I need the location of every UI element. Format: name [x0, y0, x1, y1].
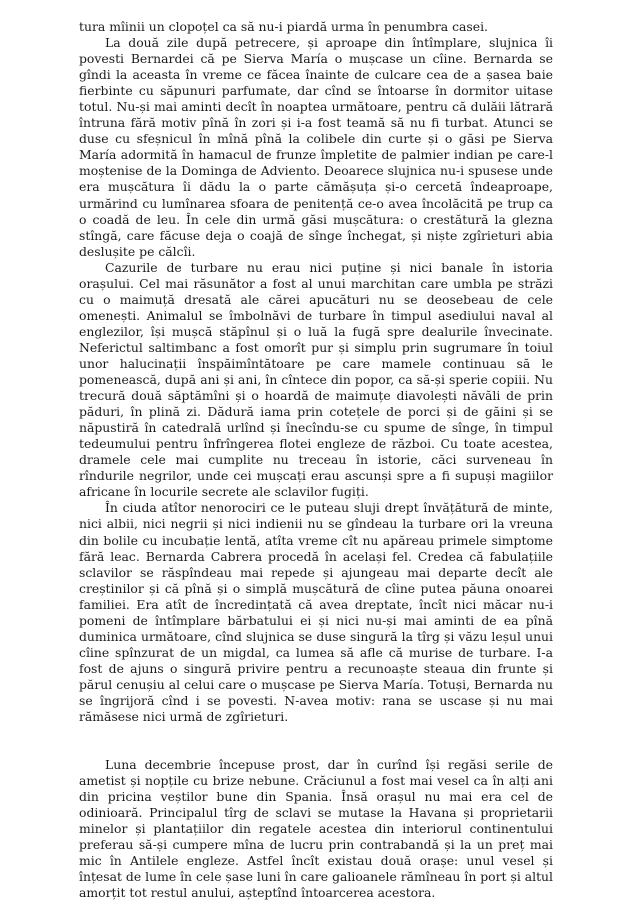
paragraph-bernarda: În ciuda atîtor nenorociri ce le puteau sluji drept învățătură de minte, nici albii, nici negrii și nici indienii nu se gîndeau la turbare ori la vreuna din bolile cu incubație lentă, atîta vreme cît nu apăreau primele simptome fără leac. Bernarda Cabrera procedă în același fel. Credea că fabulațiile sclavilor se răspîndeau mai repede și ajungeau mai departe decît ale creștinilor și că pînă și o simplă mușcătură de cîine putea păuna onoarei familiei. Era atît de încredințată că avea dreptate, încît nici măcar nu-i pomeni de întîmplare bărbatului ei și nici nu-și mai aminti de ea pînă duminica următoare, cînd slujnica se duse singură la tîrg și văzu leșul unui cîine spînzurat de un migdal, ca lumea să afle că murise de turbare. I-a fost de ajuns o singură privire pentru a recunoaște steaua din frunte și părul cenușiu al celui care o mușcase pe Sierva María. Totuși, Bernarda nu se îngrijoră cînd i se povesti. N-avea motiv: rana se uscase și nu mai rămăsese nici urmă de zgîrieturi.: [79, 500, 553, 725]
book-page: [79, 19, 553, 901]
paragraph-rabies-history: Cazurile de turbare nu erau nici puține și nici banale în istoria orașului. Cel mai răsunător a fost al unui marchitan care umbla pe străzi cu o maimuță dresată ale cărei apucături nu se deosebeau de cele omenești. Animalul se îmbolnăvi de turbare în timpul asediului naval al englezilor, își mușcă stăpînul și o luă la fugă spre dealurile învecinate. Neferictul saltimbanc a fost omorît pur și simplu prin sugrumare în toiul unor halucinații înspăimîntătoare pe care mamele continuau să le pomenească, după ani și ani, în cîntece din popor, ca să-și sperie copiii. Nu trecură două săptămîni și o hoardă de maimuțe diavolești năvăli de prin păduri, în plină zi. Dădură iama prin cotețele de porci și de găini și se năpustiră în catedrală urlînd și înecîndu-se cu spume de sînge, în timpul tedeumului pentru înfrîngerea flotei engleze de război. Cu toate acestea, dramele cele mai cumplite nu treceau în istorie, căci surveneau în rîndurile negrilor, unde cei mușcați erau ascunși spre a fi supuși magiilor africane în locurile secrete ale sclavilor fugiți.: [79, 259, 553, 500]
paragraph-continuation: tura mîinii un clopoțel ca să nu-i piardă urma în penumbra casei.: [79, 19, 488, 34]
section-break: [79, 725, 553, 757]
paragraph-bite: La două zile după petrecere, și aproape din întîmplare, slujnica îi povesti Bernardei că pe Sierva María o mușcase un cîine. Bernarda se gîndi la aceasta în vreme ce făcea înainte de culcare cea de a șasea baie fierbinte cu săpunuri parfumate, dar cînd se întoarse în dormitor uitase totul. Nu-și mai aminti decît în noaptea următoare, pentru că dulăii lătrară întruna fără motiv pînă în zori și i-a fost teamă să nu fi turbat. Atunci se duse cu sfeșnicul în mînă pînă la colibele din curte și o găsi pe Sierva María adormită în hamacul de frunze împletite de palmier indian pe care-l moștenise de la Dominga de Adviento. Deoarece slujnica nu-i spusese unde era mușcătura îi dădu la o parte cămășuța și-o cercetă îndeaproape, urmărind cu lumînarea sfoara de penitență ce-o avea încolăcită pe trup ca o coadă de leu. În cele din urmă găsi mușcătura: o crestătură la glezna stîngă, care făcuse deja o coajă de sînge închegat, și niște zgîrieturi abia deslușite pe călcîi.: [79, 35, 553, 259]
paragraph-december: Luna decembrie începuse prost, dar în curînd își regăsi serile de ametist și nopțile cu brize nebune. Crăciunul a fost mai vesel ca în alți ani din pricina veștilor bune din Spania. Însă orașul nu mai era cel de odinioară. Principalul tîrg de sclavi se mutase la Havana și proprietarii minelor și plantațiilor din regatele acestea din interiorul continentului preferau să-și cumpere mîna de lucru prin contrabandă și la un preț mai mic în Antilele engleze. Astfel încît existau două orașe: unul vesel și înțesat de lume în cele șase luni în care galioanele rămîneau în port și altul amorțit tot restul anului, așteptînd întoarcerea acestora.: [79, 757, 554, 901]
